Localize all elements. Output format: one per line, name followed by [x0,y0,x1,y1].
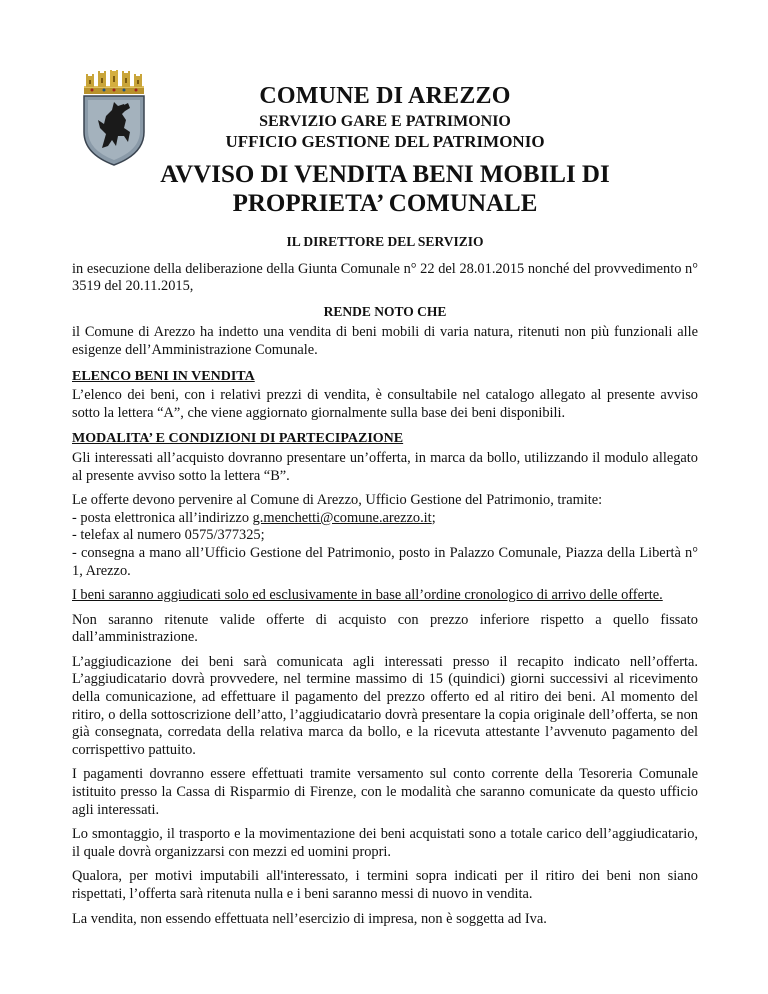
intro-paragraph: in esecuzione della deliberazione della Giunta Comunale n° 22 del 28.01.2015 nonché del provvedimento n° 3519 del 20.11.2015, [72,260,698,295]
modalita-paragraph-8: Qualora, per motivi imputabili all'interessato, i termini sopra indicati per il ritiro dei beni non siano rispettati, l’offerta sarà ritenuta nulla e i beni saranno messi di nuovo in vendita. [72,868,698,902]
delivery-email-prefix: - posta elettronica all’indirizzo [72,509,253,526]
delivery-fax-line: - telefax al numero 0575/377325; [72,527,265,544]
modalita-paragraph-1: Gli interessati all’acquisto dovranno presentare un’offerta, in marca da bollo, utilizzando il modulo allegato al presente avviso sotto la lettera “B”. [72,449,698,484]
modalita-paragraph-5: L’aggiudicazione dei beni sarà comunicata agli interessati presso il recapito indicato nell’offerta. L’aggiudicatario dovrà provvedere, nel termine massimo di 15 (quindici) giorni successivi al ricevimento della comunicazione, ad effettuare il pagamento del prezzo offerto ed al ritiro dei beni. Al momento del ritiro, o della sottoscrizione dell’atto, l’aggiudicatario dovrà presentare la copia originale dell’offerta, se non già consegnata, corredata della relativa marca da bollo, e la ricevuta attestante l’avvenuto pagamento del corrispettivo pattuito. [72,653,698,758]
org-office: UFFICIO GESTIONE DEL PATRIMONIO [225,132,545,151]
modalita-paragraph-7: Lo smontaggio, il trasporto e la movimentazione dei beni acquistati sono a totale carico dell’aggiudicatario, il quale dovrà organizzarsi con mezzi ed uomini propri. [72,826,698,860]
modalita-paragraph-3: I beni saranno aggiudicati solo ed esclusivamente in base all’ordine cronologico di arrivo delle offerte. [72,587,663,604]
section-heading-modalita: MODALITA’ E CONDIZIONI DI PARTECIPAZIONE [72,431,404,447]
modalita-paragraph-2 [72,492,698,580]
modalita-paragraph-9: La vendita, non essendo effettuata nell’esercizio di impresa, non è soggetta ad Iva. [72,910,547,927]
org-department: SERVIZIO GARE E PATRIMONIO [259,113,511,130]
header [200,82,570,152]
director-heading: IL DIRETTORE DEL SERVIZIO [286,234,484,249]
document-body [72,225,698,935]
section-heading-elenco: ELENCO BENI IN VENDITA [72,368,255,384]
delivery-email-line [72,510,698,528]
org-name: COMUNE DI AREZZO [259,83,511,109]
delivery-hand-line: - consegna a mano all’Ufficio Gestione del Patrimonio, posto in Palazzo Comunale, Piazza della Libertà n° 1, Arezzo. [72,544,698,579]
elenco-paragraph: L’elenco dei beni, con i relativi prezzi di vendita, è consultabile nel catalogo allegato al presente avviso sotto la lettera “A”, che viene aggiornato giornalmente sulla base dei beni disponibili. [72,387,698,421]
title-line-2: PROPRIETA’ COMUNALE [232,190,538,217]
announcement-paragraph: il Comune di Arezzo ha indetto una vendita di beni mobili di varia natura, ritenuti non più funzionali alle esigenze dell’Amministrazione Comunale. [72,324,698,358]
title-line-1: AVVISO DI VENDITA BENI MOBILI DI [160,161,610,188]
coat-of-arms-icon [78,70,150,166]
modalita-paragraph-4: Non saranno ritenute valide offerte di acquisto con prezzo inferiore rispetto a quello fissato dall’amministrazione. [72,611,698,646]
modalita-paragraph-6: I pagamenti dovranno essere effettuati tramite versamento sul conto corrente della Tesoreria Comunale istituito presso la Cassa di Risparmio di Firenze, con le modalità che saranno comunicate da questo ufficio agli interessati. [72,766,698,818]
delivery-email-suffix: ; [431,509,436,526]
email-link[interactable]: g.menchetti@comune.arezzo.it [252,509,432,526]
document-title [80,160,690,218]
rende-noto-heading: RENDE NOTO CHE [323,303,447,319]
delivery-intro: Le offerte devono pervenire al Comune di Arezzo, Ufficio Gestione del Patrimonio, tramite: [72,492,603,509]
